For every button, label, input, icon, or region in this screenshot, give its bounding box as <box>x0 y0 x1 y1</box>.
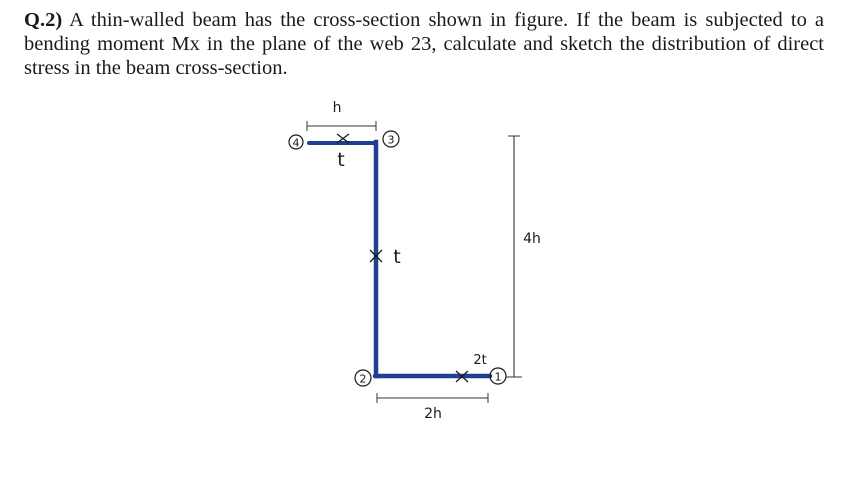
top-flange-dimension <box>307 100 376 131</box>
node-1 <box>490 368 506 384</box>
bottom-flange-dimension <box>377 393 488 422</box>
web-height-label: 4h <box>523 231 541 247</box>
web-height-dimension <box>506 136 541 377</box>
node-4-label: 4 <box>292 136 300 150</box>
node-2-label: 2 <box>359 372 367 386</box>
node-4 <box>289 135 303 150</box>
top-flange-thickness-mark <box>337 134 349 171</box>
bottom-flange-thickness-label: 2t <box>473 353 487 368</box>
node-3-label: 3 <box>387 133 395 147</box>
bottom-flange-width-label: 2h <box>424 406 442 422</box>
node-2 <box>355 370 371 386</box>
top-flange-width-label: h <box>332 100 342 116</box>
node-3 <box>383 131 399 147</box>
question-number: Q.2) <box>24 9 63 31</box>
top-flange-thickness-label: t <box>337 149 345 171</box>
web-thickness-label: t <box>393 246 401 268</box>
question-body: A thin-walled beam has the cross-section shown in figure. If the beam is subjected to a bending moment Mx in the plane of the web 23, calculate and sketch the distribution of direct stress in the beam cross-section. <box>24 9 824 79</box>
node-1-label: 1 <box>494 370 502 384</box>
